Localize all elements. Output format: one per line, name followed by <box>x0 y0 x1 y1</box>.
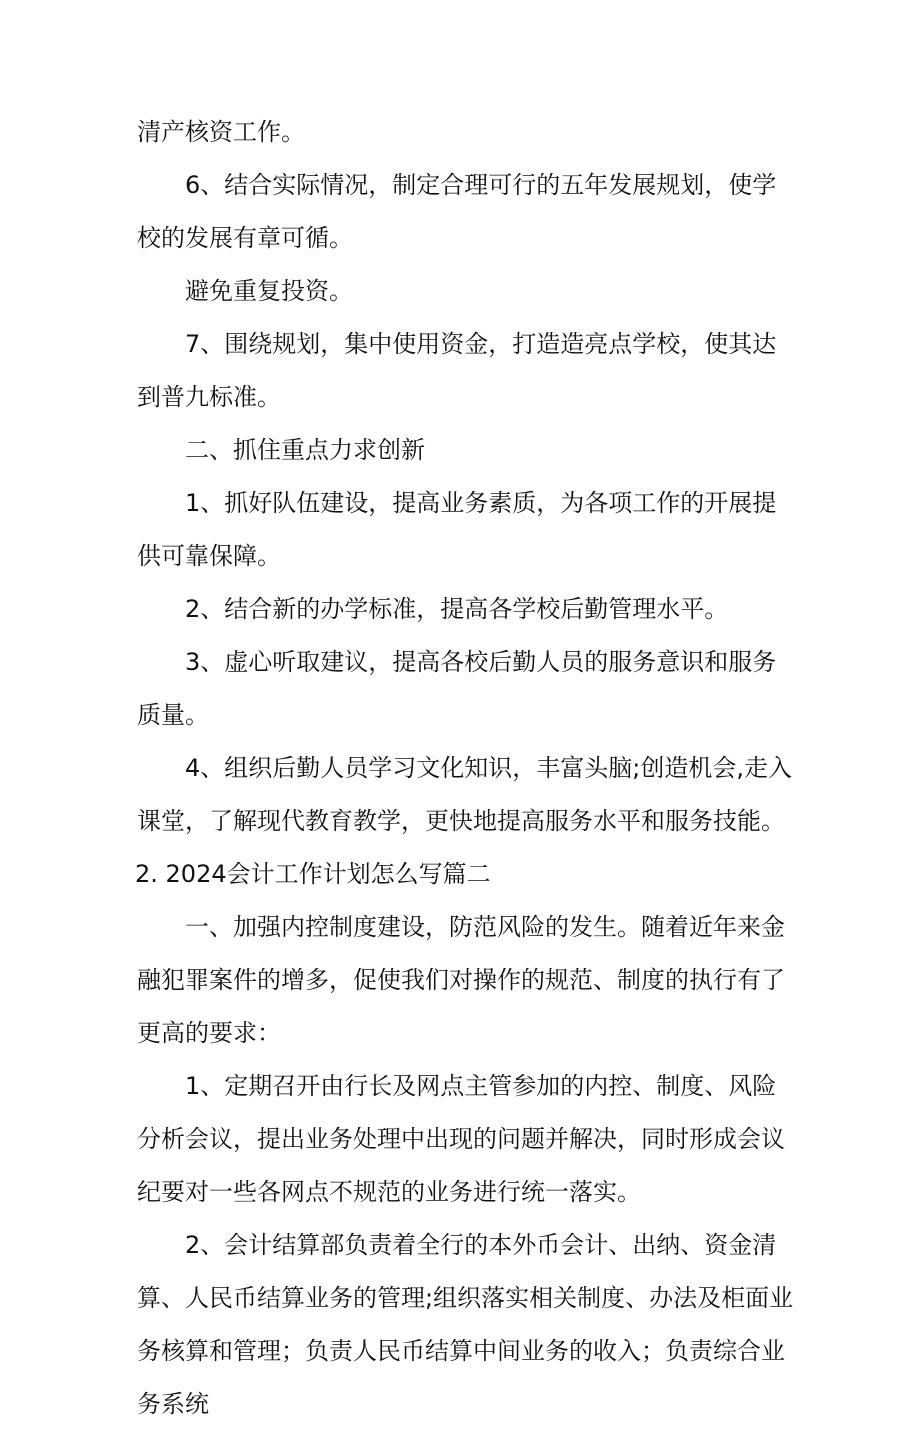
paragraph: 避免重复投资。 <box>185 277 353 305</box>
document-body <box>137 106 797 1431</box>
paragraph: 7、围绕规划，集中使用资金，打造造亮点学校，使其达到普九标准。 <box>137 330 777 411</box>
paragraph: 6、结合实际情况，制定合理可行的五年发展规划，使学校的发展有章可循。 <box>137 171 777 252</box>
paragraph: 一、加强内控制度建设，防范风险的发生。随着近年来金融犯罪案件的增多，促使我们对操作的规范、制度的执行有了更高的要求： <box>137 913 785 1047</box>
paragraph: 2、结合新的办学标准，提高各学校后勤管理水平。 <box>185 595 729 623</box>
paragraph: 2、会计结算部负责着全行的本外币会计、出纳、资金清算、人民币结算业务的管理;组织落实相关制度、办法及柜面业务核算和管理；负责人民币结算中间业务的收入；负责综合业务系统 <box>137 1231 794 1418</box>
paragraph: 1、抓好队伍建设，提高业务素质，为各项工作的开展提供可靠保障。 <box>137 489 777 570</box>
paragraph: 4、组织后勤人员学习文化知识，丰富头脑;创造机会,走入课堂，了解现代教育教学，更快地提高服务水平和服务技能。 <box>137 754 792 835</box>
section-heading: 二、抓住重点力求创新 <box>185 436 425 464</box>
paragraph: 1、定期召开由行长及网点主管参加的内控、制度、风险分析会议，提出业务处理中出现的问题并解决，同时形成会议纪要对一些各网点不规范的业务进行统一落实。 <box>137 1072 785 1206</box>
paragraph: 清产核资工作。 <box>137 118 305 146</box>
paragraph: 3、虚心听取建议，提高各校后勤人员的服务意识和服务质量。 <box>137 648 777 729</box>
article-title: 2. 2024会计工作计划怎么写篇二 <box>135 860 491 888</box>
